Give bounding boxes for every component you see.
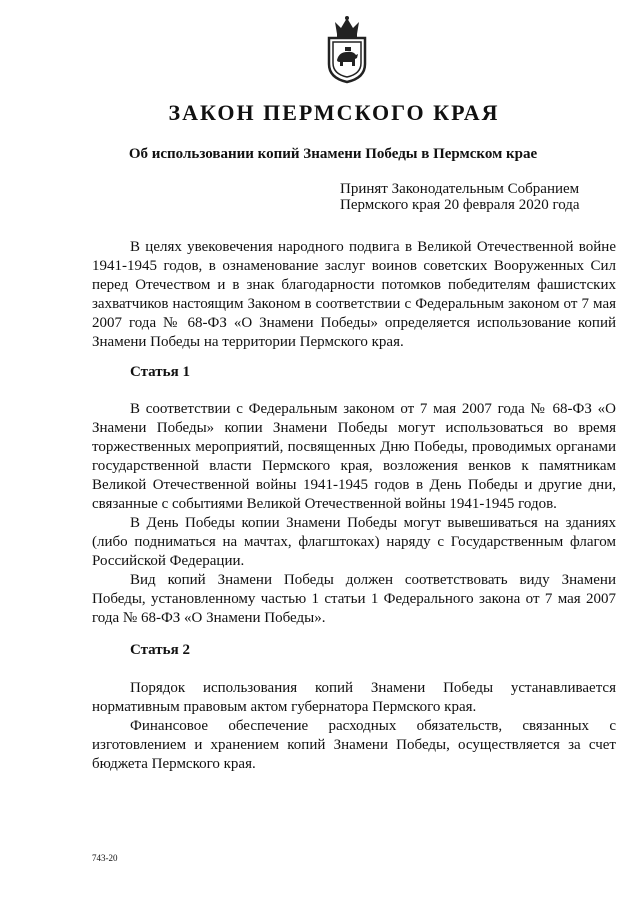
adoption-note [340, 181, 620, 213]
adoption-line-2: Пермского края 20 февраля 2020 года [340, 197, 580, 213]
adoption-line-1: Принят Законодательным Собранием [340, 181, 580, 197]
article-1-body [92, 400, 616, 628]
article-1-paragraph-1: В соответствии с Федеральным законом от 7 мая 2007 года № 68-ФЗ «О Знамени Победы» копии Знамени Победы могут использоваться во время торжественных мероприятий, посвященных Дню Победы, проводимых органами государственной власти Пермского края, возложения венков к памятникам Великой Отечественной войны 1941-1945 годов в День Победы и другие дни, связанные с событиями Великой Отечественной войны 1941-1945 годов. [92, 401, 616, 512]
article-2-body [92, 679, 616, 774]
preamble-block [92, 238, 616, 352]
article-2-paragraph-1: Порядок использования копий Знамени Победы устанавливается нормативным правовым актом губернатора Пермского края. [92, 680, 616, 715]
law-subtitle: Об использовании копий Знамени Победы в Пермском крае [128, 146, 538, 162]
article-1-heading: Статья 1 [130, 364, 190, 380]
preamble-paragraph: В целях увековечения народного подвига в Великой Отечественной войне 1941-1945 годов, в ознаменование заслуг воинов советских Вооруженных Сил перед Отечеством и в знак благодарности потомков победителям фашистских захватчиков настоящим Законом в соответствии с Федеральным законом от 7 мая 2007 года № 68-ФЗ «О Знамени Победы» определяется использование копий Знамени Победы на территории Пермского края. [92, 239, 616, 350]
article-1-paragraph-2: В День Победы копии Знамени Победы могут вывешиваться на зданиях (либо подниматься на мачтах, флагштоках) наряду с Государственным флагом Российской Федерации. [92, 515, 616, 569]
article-2-paragraph-2: Финансовое обеспечение расходных обязательств, связанных с изготовлением и хранением копий Знамени Победы, осуществляется за счет бюджета Пермского края. [92, 718, 616, 772]
article-1-paragraph-3: Вид копий Знамени Победы должен соответствовать виду Знамени Победы, установленному частью 1 статьи 1 Федерального закона от 7 мая 2007 года № 68-ФЗ «О Знамени Победы». [92, 572, 616, 626]
law-title: ЗАКОН ПЕРМСКОГО КРАЯ [168, 100, 500, 125]
article-2-heading: Статья 2 [130, 642, 190, 658]
coat-of-arms-emblem [323, 14, 371, 84]
document-code: 743-20 [92, 853, 118, 863]
